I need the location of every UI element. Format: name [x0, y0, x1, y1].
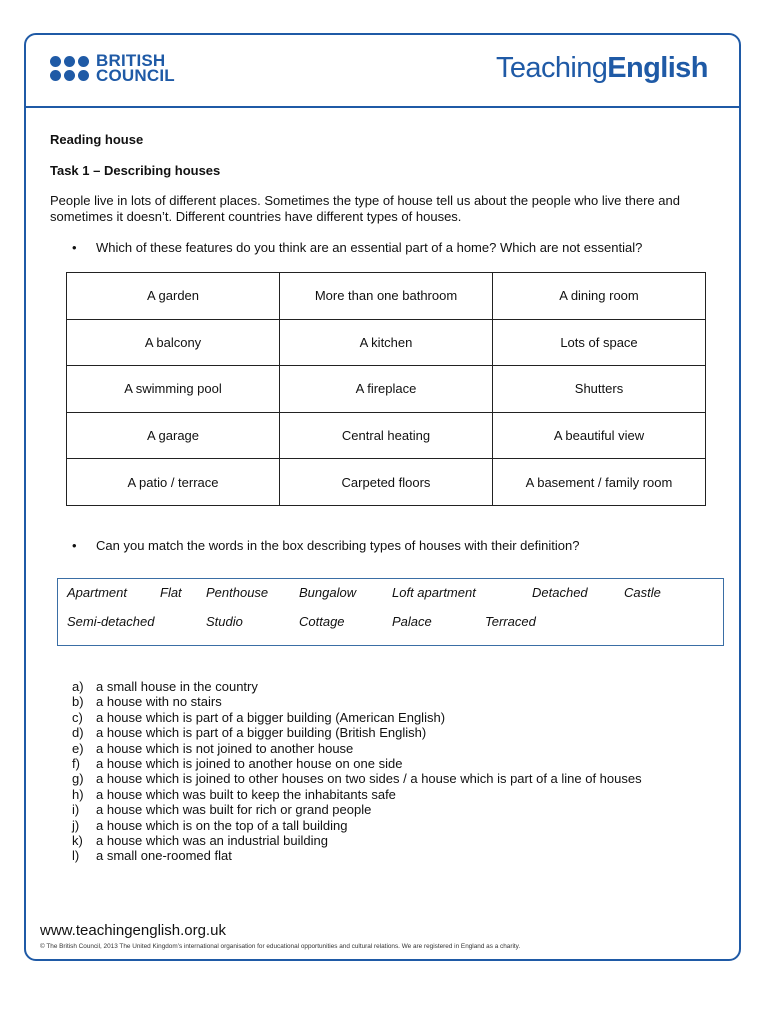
list-item: k) a house which was an industrial building: [72, 833, 328, 849]
table-cell: A fireplace: [280, 366, 493, 413]
word-item: Apartment: [67, 585, 127, 600]
list-item: e) a house which is not joined to another house: [72, 740, 354, 756]
table-row: [67, 366, 706, 413]
question-2-text: Can you match the words in the box describing types of houses with their definition?: [96, 538, 580, 553]
word-item: Castle: [624, 585, 661, 600]
table-cell: Shutters: [493, 366, 706, 413]
word-item: Bungalow: [299, 585, 357, 600]
table-row: [67, 273, 706, 320]
intro-paragraph: People live in lots of different places. Sometimes the type of house tell us about the people who live there and sometimes it doesn’t. Different countries have different types of houses.: [50, 193, 680, 224]
list-item: h) a house which was built to keep the inhabitants safe: [72, 786, 396, 802]
list-item: c) a house which is part of a bigger building (American English): [72, 709, 446, 725]
list-item: i) a house which was built for rich or grand people: [72, 802, 372, 818]
logo-text-line2: COUNCIL: [96, 66, 175, 85]
list-item: l) a small one-roomed flat: [72, 848, 232, 864]
footer-url-link[interactable]: www.teachingenglish.org.uk: [40, 922, 226, 939]
table-cell: Carpeted floors: [280, 459, 493, 506]
table-cell: A beautiful view: [493, 412, 706, 459]
word-item: Semi-detached: [67, 614, 155, 629]
table-row: [67, 459, 706, 506]
list-item: b) a house with no stairs: [72, 694, 222, 710]
word-item: Detached: [532, 585, 588, 600]
bullet-icon: •: [72, 538, 77, 553]
teaching-english-logo: [496, 52, 708, 85]
question-1: [72, 240, 642, 255]
list-item: g) a house which is joined to other houses on two sides / a house which is part of a line of houses: [72, 771, 642, 787]
word-item: Cottage: [299, 614, 345, 629]
word-item: Penthouse: [206, 585, 269, 600]
list-item: f) a house which is joined to another house on one side: [72, 756, 403, 772]
word-item: Studio: [206, 614, 243, 629]
page-title: Reading house: [50, 132, 144, 147]
table-cell: A swimming pool: [67, 366, 280, 413]
table-cell: More than one bathroom: [280, 273, 493, 320]
word-item: Flat: [160, 585, 182, 600]
list-item: d) a house which is part of a bigger building (British English): [72, 725, 427, 741]
brand-light: Teaching: [496, 52, 608, 84]
table-cell: A patio / terrace: [67, 459, 280, 506]
table-cell: Central heating: [280, 412, 493, 459]
table-row: [67, 319, 706, 366]
table-cell: A balcony: [67, 319, 280, 366]
list-item: j) a house which is on the top of a tall building: [72, 817, 348, 833]
table-cell: Lots of space: [493, 319, 706, 366]
features-table: [66, 272, 706, 506]
table-cell: A kitchen: [280, 319, 493, 366]
question-1-text: Which of these features do you think are an essential part of a home? Which are not essential?: [96, 240, 643, 255]
logo-text-line1: BRITISH: [96, 51, 166, 70]
table-cell: A garden: [67, 273, 280, 320]
list-item: a) a small house in the country: [72, 679, 258, 694]
definitions-list: [72, 679, 642, 864]
table-cell: A dining room: [493, 273, 706, 320]
task-title: Task 1 – Describing houses: [50, 163, 221, 178]
word-box: [57, 578, 724, 646]
british-council-dots-icon: [50, 56, 89, 81]
bullet-icon: •: [72, 240, 77, 255]
table-row: [67, 412, 706, 459]
table-cell: A garage: [67, 412, 280, 459]
word-item: Loft apartment: [392, 585, 476, 600]
word-item: Terraced: [485, 614, 536, 629]
table-cell: A basement / family room: [493, 459, 706, 506]
word-item: Palace: [392, 614, 432, 629]
british-council-logo: [50, 53, 175, 83]
header-divider: [24, 106, 741, 108]
brand-bold: English: [607, 52, 708, 84]
question-2: [72, 538, 579, 553]
footer-copyright: © The British Council, 2013 The United Kingdom’s international organisation for educational opportunities and cultural relations. We are registered in England as a charity.: [40, 943, 521, 950]
